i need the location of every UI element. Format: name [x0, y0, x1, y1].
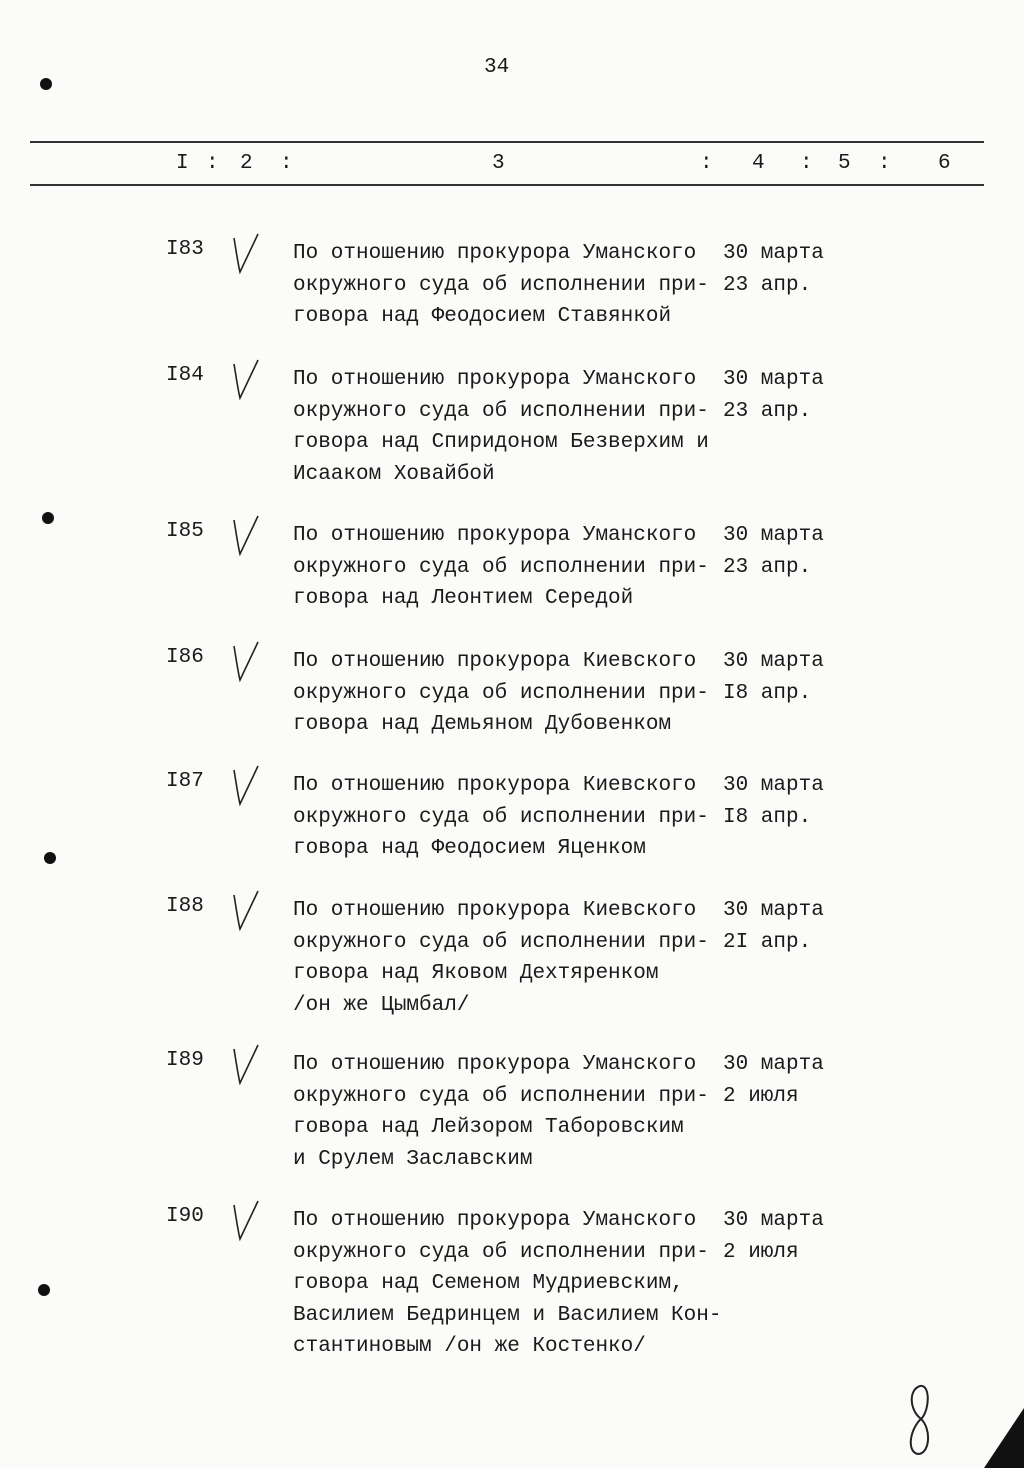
- column-separator: :: [800, 152, 813, 175]
- column-header-6: 6: [938, 152, 951, 175]
- column-separator: :: [280, 152, 293, 175]
- date-executed: 2I апр.: [723, 930, 812, 954]
- description-line: говора над Леонтием Середой: [293, 587, 634, 610]
- description-line: Исааком Ховайбой: [293, 462, 495, 486]
- description-line: окружного суда об исполнении при-: [293, 681, 709, 705]
- checkmark-icon: [228, 1197, 262, 1243]
- checkmark-icon: [228, 887, 262, 933]
- column-header-4: 4: [752, 152, 765, 175]
- date-received: 30 марта: [723, 524, 824, 547]
- description-line: говора над Лейзором Таборовским: [293, 1116, 684, 1139]
- description-line: говора над Феодосием Яценком: [293, 837, 646, 860]
- entry-number: I89: [166, 1049, 204, 1072]
- entry-description: [293, 770, 709, 865]
- description-line: По отношению прокурора Уманского: [293, 368, 697, 391]
- date-received: 30 марта: [723, 1209, 824, 1232]
- description-line: говора над Семеном Мудриевским,: [293, 1272, 684, 1295]
- description-line: По отношению прокурора Уманского: [293, 1209, 697, 1232]
- description-line: говора над Спиридоном Безверхим и: [293, 431, 709, 454]
- column-header-1: I: [176, 152, 189, 175]
- description-line: окружного суда об исполнении при-: [293, 805, 709, 829]
- punch-hole: [38, 1284, 50, 1296]
- checkmark-icon: [228, 638, 262, 684]
- description-line: По отношению прокурора Уманского: [293, 1053, 697, 1076]
- description-line: окружного суда об исполнении при-: [293, 273, 709, 297]
- date-executed: 23 апр.: [723, 555, 812, 579]
- entry-dates: [723, 1049, 824, 1112]
- entry-dates: [723, 364, 824, 427]
- entry-dates: [723, 238, 824, 301]
- description-line: говора над Яковом Дехтяренком: [293, 962, 659, 985]
- description-line: Василием Бедринцем и Василием Кон-: [293, 1303, 722, 1327]
- date-received: 30 марта: [723, 368, 824, 391]
- entry-description: [293, 1205, 721, 1363]
- column-separator: :: [700, 152, 713, 175]
- description-line: окружного суда об исполнении при-: [293, 399, 709, 423]
- entry-dates: [723, 1205, 824, 1268]
- column-separator: :: [878, 152, 891, 175]
- description-line: По отношению прокурора Киевского: [293, 650, 697, 673]
- entry-number: I87: [166, 770, 204, 793]
- column-separator: :: [206, 152, 219, 175]
- entry-number: I83: [166, 238, 204, 261]
- entry-dates: [723, 646, 824, 709]
- description-line: /он же Цымбал/: [293, 993, 470, 1017]
- date-executed: 23 апр.: [723, 273, 812, 297]
- entry-number: I90: [166, 1205, 204, 1228]
- folio-number-handwritten: [900, 1380, 940, 1460]
- description-line: окружного суда об исполнении при-: [293, 1084, 709, 1108]
- description-line: окружного суда об исполнении при-: [293, 930, 709, 954]
- entry-dates: [723, 520, 824, 583]
- page-number: 34: [484, 56, 510, 79]
- checkmark-icon: [228, 762, 262, 808]
- description-line: По отношению прокурора Уманского: [293, 242, 697, 265]
- column-header-3: 3: [492, 152, 505, 175]
- description-line: и Срулем Заславским: [293, 1147, 533, 1171]
- checkmark-icon: [228, 1041, 262, 1087]
- date-executed: I8 апр.: [723, 681, 812, 705]
- punch-hole: [42, 512, 54, 524]
- description-line: окружного суда об исполнении при-: [293, 1240, 709, 1264]
- date-executed: 23 апр.: [723, 399, 812, 423]
- entry-description: [293, 895, 709, 1021]
- description-line: По отношению прокурора Киевского: [293, 899, 697, 922]
- description-line: стантиновым /он же Костенко/: [293, 1335, 646, 1358]
- description-line: По отношению прокурора Уманского: [293, 524, 697, 547]
- checkmark-icon: [228, 230, 262, 276]
- entry-number: I86: [166, 646, 204, 669]
- entry-dates: [723, 895, 824, 958]
- entry-description: [293, 364, 709, 490]
- date-received: 30 марта: [723, 774, 824, 797]
- header-rule-bottom: [30, 184, 984, 186]
- entry-number: I85: [166, 520, 204, 543]
- punch-hole: [44, 852, 56, 864]
- header-rule-top: [30, 141, 984, 143]
- description-line: говора над Феодосием Ставянкой: [293, 305, 672, 328]
- description-line: окружного суда об исполнении при-: [293, 555, 709, 579]
- date-executed: 2 июля: [723, 1084, 799, 1108]
- entry-dates: [723, 770, 824, 833]
- date-received: 30 марта: [723, 242, 824, 265]
- entry-number: I84: [166, 364, 204, 387]
- date-executed: I8 апр.: [723, 805, 812, 829]
- description-line: По отношению прокурора Киевского: [293, 774, 697, 797]
- column-header-5: 5: [838, 152, 851, 175]
- checkmark-icon: [228, 512, 262, 558]
- description-line: говора над Демьяном Дубовенком: [293, 713, 672, 736]
- scan-corner-shadow: [984, 1408, 1024, 1468]
- entry-description: [293, 238, 709, 333]
- column-header-2: 2: [240, 152, 253, 175]
- entry-description: [293, 520, 709, 615]
- entry-description: [293, 1049, 709, 1175]
- date-received: 30 марта: [723, 650, 824, 673]
- date-received: 30 марта: [723, 899, 824, 922]
- date-received: 30 марта: [723, 1053, 824, 1076]
- checkmark-icon: [228, 356, 262, 402]
- entry-description: [293, 646, 709, 741]
- date-executed: 2 июля: [723, 1240, 799, 1264]
- entry-number: I88: [166, 895, 204, 918]
- punch-hole: [40, 78, 52, 90]
